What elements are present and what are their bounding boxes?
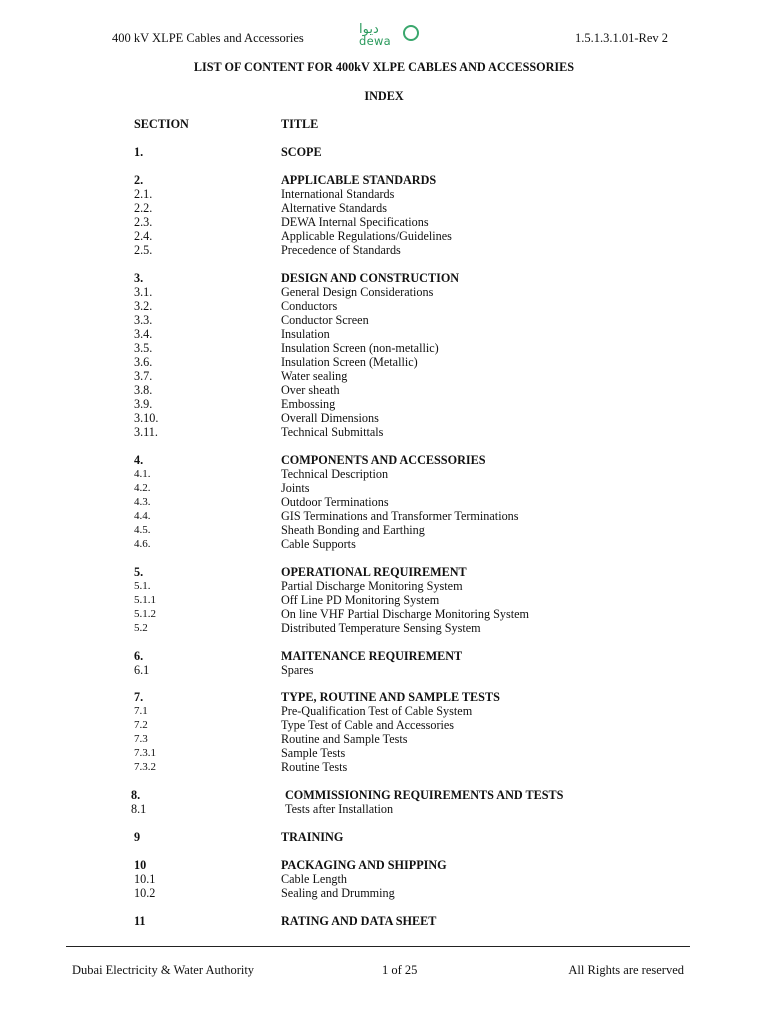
toc-entry bbox=[0, 243, 768, 257]
toc-entry bbox=[0, 746, 768, 760]
toc-section-number: 10 bbox=[134, 858, 147, 872]
toc-entry bbox=[0, 523, 768, 537]
toc-section-number: 4.4. bbox=[134, 510, 151, 522]
index-title: INDEX bbox=[364, 89, 404, 103]
toc-section-title: Sealing and Drumming bbox=[281, 886, 395, 900]
toc-section-number: 6. bbox=[134, 649, 144, 663]
toc-section-title: Conductors bbox=[281, 299, 338, 313]
toc-entry bbox=[0, 690, 768, 704]
toc-section-title: Alternative Standards bbox=[281, 201, 387, 215]
toc-section-number: 3.4. bbox=[134, 327, 153, 341]
toc-section-number: 7.3.1 bbox=[134, 747, 156, 759]
toc-section-title: Joints bbox=[281, 481, 310, 495]
toc-section-title: GIS Terminations and Transformer Terminations bbox=[281, 509, 519, 523]
toc-section-title: International Standards bbox=[281, 187, 395, 201]
toc-section-number: 3.2. bbox=[134, 299, 153, 313]
toc-entry bbox=[0, 579, 768, 593]
footer-page-number: 1 of 25 bbox=[382, 963, 418, 977]
toc-section-title: Precedence of Standards bbox=[281, 243, 401, 257]
toc-entry bbox=[0, 341, 768, 355]
toc-section-number: 4. bbox=[134, 453, 144, 467]
toc-entry bbox=[0, 411, 768, 425]
toc-section-number: 5.2 bbox=[134, 622, 148, 634]
toc-entry bbox=[0, 495, 768, 509]
toc-entry bbox=[0, 145, 768, 159]
toc-entry bbox=[0, 271, 768, 285]
toc-entry bbox=[0, 649, 768, 663]
toc-entry bbox=[0, 425, 768, 439]
toc-section-title: DEWA Internal Specifications bbox=[281, 215, 429, 229]
toc-entry bbox=[0, 663, 768, 677]
toc-section-title: Sample Tests bbox=[281, 746, 346, 760]
toc-section-number: 2.4. bbox=[134, 229, 153, 243]
logo-arabic-text: ديوا bbox=[359, 22, 379, 37]
toc-section-title: Cable Supports bbox=[281, 537, 356, 551]
toc-section-title: Distributed Temperature Sensing System bbox=[281, 621, 481, 635]
toc-section-title: Technical Description bbox=[281, 467, 389, 481]
toc-entry bbox=[0, 788, 768, 802]
toc-entry bbox=[0, 299, 768, 313]
toc-section-number: 11 bbox=[134, 914, 146, 928]
toc-section-number: 3.5. bbox=[134, 341, 153, 355]
toc-section-title: SCOPE bbox=[281, 145, 322, 159]
toc-section-number: 2.1. bbox=[134, 187, 153, 201]
toc-section-number: 4.6. bbox=[134, 538, 151, 550]
toc-section-number: 3.10. bbox=[134, 411, 159, 425]
toc-entry bbox=[0, 453, 768, 467]
toc-section-number: 2.2. bbox=[134, 201, 153, 215]
toc-entry bbox=[0, 886, 768, 900]
toc-entry bbox=[0, 383, 768, 397]
toc-section-number: 10.2 bbox=[134, 886, 156, 900]
toc-section-number: 3.6. bbox=[134, 355, 153, 369]
toc-section-number: 3.3. bbox=[134, 313, 153, 327]
toc-section-title: APPLICABLE STANDARDS bbox=[281, 173, 437, 187]
toc-section-title: Outdoor Terminations bbox=[281, 495, 389, 509]
toc-section-title: MAITENANCE REQUIREMENT bbox=[281, 649, 463, 663]
toc-section-number: 4.2. bbox=[134, 482, 151, 494]
toc-entry bbox=[0, 593, 768, 607]
toc-section-title: Overall Dimensions bbox=[281, 411, 379, 425]
section-column-header: SECTION bbox=[134, 117, 189, 131]
toc-section-number: 7. bbox=[134, 690, 144, 704]
toc-section-title: Insulation Screen (Metallic) bbox=[281, 355, 418, 369]
toc-entry bbox=[0, 215, 768, 229]
toc-section-title: Tests after Installation bbox=[285, 802, 394, 816]
toc-section-title: Insulation bbox=[281, 327, 330, 341]
toc-section-title: Conductor Screen bbox=[281, 313, 369, 327]
toc-entry bbox=[0, 565, 768, 579]
toc-section-title: RATING AND DATA SHEET bbox=[281, 914, 437, 928]
toc-entry bbox=[0, 327, 768, 341]
header-document-name: 400 kV XLPE Cables and Accessories bbox=[112, 31, 304, 45]
toc-entry bbox=[0, 467, 768, 481]
toc-entry bbox=[0, 802, 768, 816]
toc-section-number: 6.1 bbox=[134, 663, 150, 677]
toc-entry bbox=[0, 830, 768, 844]
toc-entry bbox=[0, 313, 768, 327]
toc-section-title: COMMISSIONING REQUIREMENTS AND TESTS bbox=[285, 788, 564, 802]
footer-rights: All Rights are reserved bbox=[568, 963, 684, 977]
toc-section-title: Sheath Bonding and Earthing bbox=[281, 523, 425, 537]
toc-section-number: 5.1.2 bbox=[134, 608, 156, 620]
toc-entry bbox=[0, 858, 768, 872]
toc-section-title: TRAINING bbox=[281, 830, 344, 844]
toc-entry bbox=[0, 187, 768, 201]
toc-section-number: 7.3.2 bbox=[134, 761, 156, 773]
toc-section-number: 3.7. bbox=[134, 369, 153, 383]
toc-section-number: 2. bbox=[134, 173, 144, 187]
toc-section-number: 3. bbox=[134, 271, 144, 285]
toc-section-number: 3.8. bbox=[134, 383, 153, 397]
toc-entry bbox=[0, 285, 768, 299]
toc-section-title: TYPE, ROUTINE AND SAMPLE TESTS bbox=[281, 690, 500, 704]
footer-organization: Dubai Electricity & Water Authority bbox=[72, 963, 255, 977]
toc-section-title: Routine Tests bbox=[281, 760, 348, 774]
toc-section-number: 7.1 bbox=[134, 705, 148, 717]
toc-section-number: 8. bbox=[131, 788, 141, 802]
toc-section-title: OPERATIONAL REQUIREMENT bbox=[281, 565, 467, 579]
toc-entry bbox=[0, 621, 768, 635]
toc-section-number: 5.1. bbox=[134, 580, 151, 592]
toc-section-number: 3.1. bbox=[134, 285, 153, 299]
toc-section-number: 7.3 bbox=[134, 733, 148, 745]
toc-section-title: PACKAGING AND SHIPPING bbox=[281, 858, 447, 872]
toc-entry bbox=[0, 481, 768, 495]
toc-entry bbox=[0, 229, 768, 243]
footer-divider bbox=[66, 946, 690, 947]
toc-section-title: Type Test of Cable and Accessories bbox=[281, 718, 455, 732]
toc-entry bbox=[0, 704, 768, 718]
title-column-header: TITLE bbox=[281, 117, 319, 131]
toc-section-title: Routine and Sample Tests bbox=[281, 732, 408, 746]
toc-section-title: COMPONENTS AND ACCESSORIES bbox=[281, 453, 486, 467]
toc-section-title: Applicable Regulations/Guidelines bbox=[281, 229, 452, 243]
toc-entry bbox=[0, 537, 768, 551]
toc-section-title: Partial Discharge Monitoring System bbox=[281, 579, 463, 593]
toc-header-row bbox=[0, 117, 768, 131]
toc-section-number: 5.1.1 bbox=[134, 594, 156, 606]
toc-section-number: 4.5. bbox=[134, 524, 151, 536]
toc-section-title: On line VHF Partial Discharge Monitoring System bbox=[281, 607, 530, 621]
toc-entry bbox=[0, 760, 768, 774]
toc-section-title: Off Line PD Monitoring System bbox=[281, 593, 440, 607]
toc-section-number: 8.1 bbox=[131, 802, 147, 816]
toc-entry bbox=[0, 607, 768, 621]
toc-section-title: DESIGN AND CONSTRUCTION bbox=[281, 271, 460, 285]
toc-section-title: Insulation Screen (non-metallic) bbox=[281, 341, 439, 355]
toc-section-number: 2.3. bbox=[134, 215, 153, 229]
toc-entry bbox=[0, 509, 768, 523]
toc-section-number: 1. bbox=[134, 145, 144, 159]
toc-entry bbox=[0, 718, 768, 732]
toc-entry bbox=[0, 355, 768, 369]
toc-entry bbox=[0, 369, 768, 383]
toc-section-title: Water sealing bbox=[281, 369, 348, 383]
toc-section-number: 10.1 bbox=[134, 872, 156, 886]
toc-section-title: General Design Considerations bbox=[281, 285, 434, 299]
toc-section-title: Over sheath bbox=[281, 383, 340, 397]
toc-section-title: Cable Length bbox=[281, 872, 347, 886]
toc-section-title: Technical Submittals bbox=[281, 425, 384, 439]
toc-section-number: 3.9. bbox=[134, 397, 153, 411]
header-document-code: 1.5.1.3.1.01-Rev 2 bbox=[574, 31, 668, 45]
toc-entry bbox=[0, 173, 768, 187]
logo-text: dewa bbox=[359, 34, 392, 48]
toc-entry bbox=[0, 872, 768, 886]
toc-entry bbox=[0, 397, 768, 411]
toc-entry bbox=[0, 201, 768, 215]
toc-section-title: Pre-Qualification Test of Cable System bbox=[281, 704, 473, 718]
toc-section-number: 2.5. bbox=[134, 243, 153, 257]
toc-entry bbox=[0, 914, 768, 928]
document-title: LIST OF CONTENT FOR 400kV XLPE CABLES AND ACCESSORIES bbox=[193, 60, 575, 74]
toc-section-number: 5. bbox=[134, 565, 144, 579]
toc-section-number: 3.11. bbox=[134, 425, 158, 439]
toc-section-title: Spares bbox=[281, 663, 314, 677]
toc-section-title: Embossing bbox=[281, 397, 336, 411]
toc-entry bbox=[0, 732, 768, 746]
toc-section-number: 7.2 bbox=[134, 719, 148, 731]
toc-section-number: 9 bbox=[134, 830, 141, 844]
toc-section-number: 4.1. bbox=[134, 468, 151, 480]
toc-section-number: 4.3. bbox=[134, 496, 151, 508]
